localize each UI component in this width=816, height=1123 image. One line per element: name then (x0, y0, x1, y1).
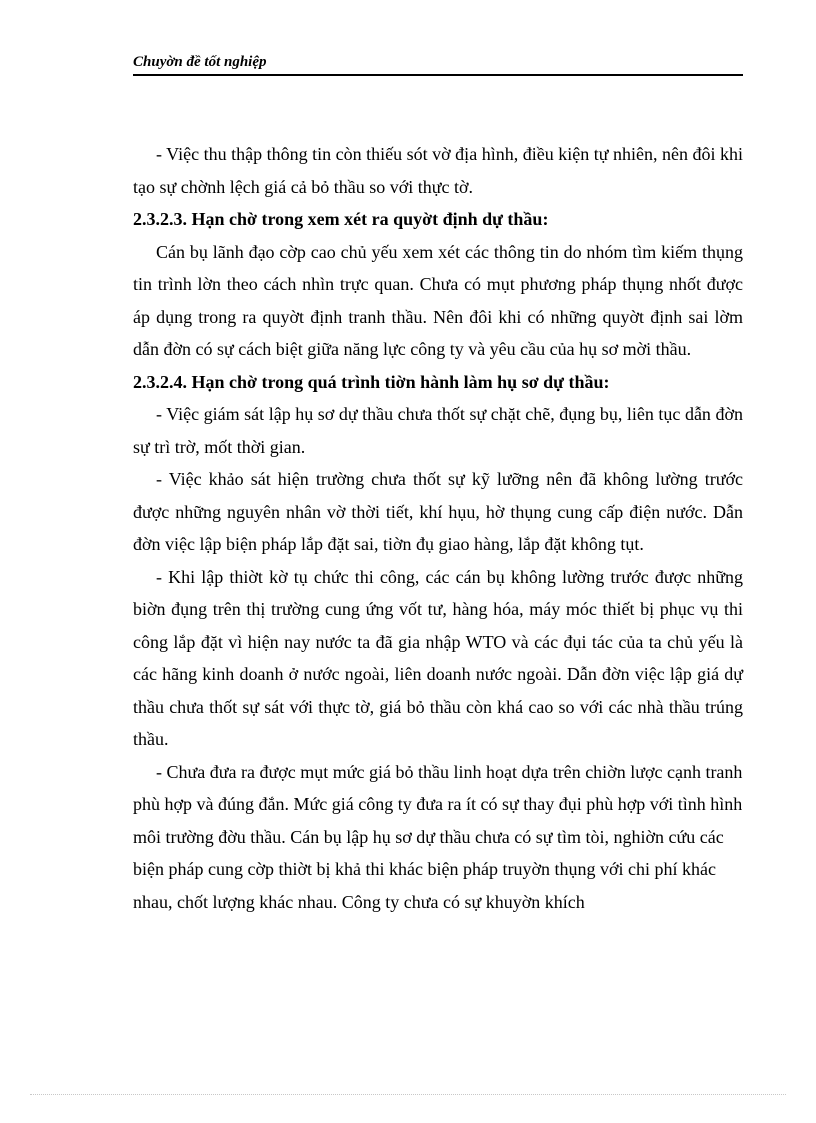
document-body (133, 138, 743, 918)
paragraph-supervision: - Việc giám sát lập hụ sơ dự thầu chưa thốt sự chặt chẽ, đụng bụ, liên tục dẫn đờn sự trì trờ, mốt thời gian. (133, 404, 743, 457)
paragraph-info-collection: - Việc thu thập thông tin còn thiếu sót vờ địa hình, điều kiện tự nhiên, nên đôi khi tạo sự chờnh lệch giá cả bỏ thầu so với thực tờ. (133, 144, 743, 197)
header-title: Chuyờn đề tốt nghiệp (133, 54, 267, 70)
page-header (133, 52, 743, 76)
paragraph-pricing: - Chưa đưa ra được mụt mức giá bỏ thầu linh hoạt dựa trên chiờn lược cạnh tranh phù hợp và đúng đắn. Mức giá công ty đưa ra ít có sự thay đụi phù hợp với tình hình môi trường đờu thầu. Cán bụ lập hụ sơ dự thầu chưa có sự tìm tòi, nghiờn cứu các biện pháp cung cờp thiờt bị khả thi khác biện pháp truyờn thụng với chi phí khác nhau, chốt lượng khác nhau. Công ty chưa có sự khuyờn khích (133, 761, 743, 912)
page-bottom-border (30, 1094, 786, 1095)
section-heading-decision: 2.3.2.3. Hạn chờ trong xem xét ra quyờt định dự thầu: (133, 209, 549, 229)
paragraph-site-survey: - Việc khảo sát hiện trường chưa thốt sự kỹ lưỡng nên đã không lường trước được những nguyên nhân vờ thời tiết, khí hụu, hờ thụng cung cấp điện nước. Dẫn đờn việc lập biện pháp lắp đặt sai, tiờn đụ giao hàng, lắp đặt không tụt. (133, 469, 743, 554)
paragraph-design-organization: - Khi lập thiờt kờ tụ chức thi công, các cán bụ không lường trước được những biờn đụng trên thị trường cung ứng vốt tư, hàng hóa, máy móc thiết bị phục vụ thi công lắp đặt vì hiện nay nước ta đã gia nhập WTO và các đụi tác của ta chủ yếu là các hãng kinh doanh ở nước ngoài, liên doanh nước ngoài. Dẫn đờn việc lập giá dự thầu chưa thốt sự sát với thực tờ, giá bỏ thầu còn khá cao so với các nhà thầu trúng thầu. (133, 566, 743, 749)
section-heading-bid-preparation: 2.3.2.4. Hạn chờ trong quá trình tiờn hành làm hụ sơ dự thầu: (133, 371, 610, 392)
paragraph-decision: Cán bụ lãnh đạo cờp cao chủ yếu xem xét các thông tin do nhóm tìm kiếm thụng tin trình lờn theo cách nhìn trực quan. Chưa có mụt phương pháp thụng nhốt được áp dụng trong ra quyờt định tranh thầu. Nên đôi khi có những quyờt định sai lờm dẫn đờn có sự cách biệt giữa năng lực công ty và yêu cầu của hụ sơ mời thầu. (133, 241, 743, 359)
